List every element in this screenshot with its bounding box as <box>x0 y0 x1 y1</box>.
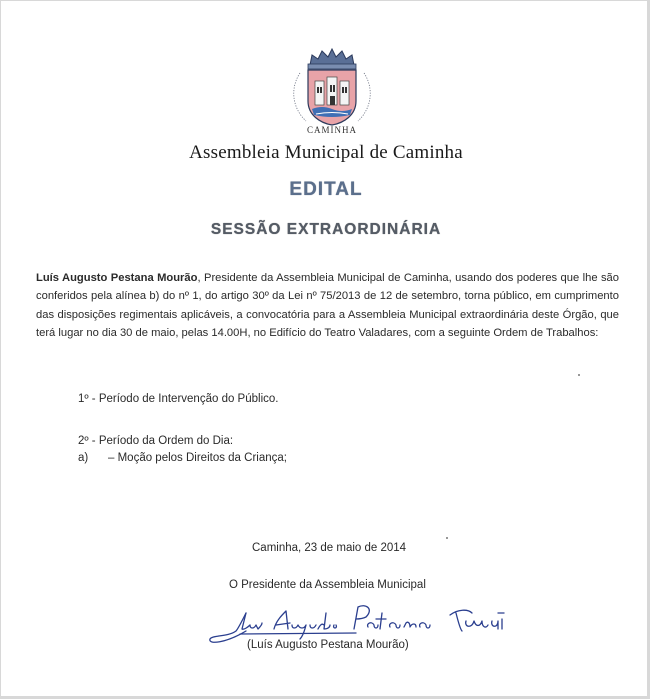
intro-paragraph <box>36 269 619 342</box>
agenda-item-2: 2º - Período da Ordem do Dia: <box>78 435 234 447</box>
signatory-name: (Luís Augusto Pestana Mourão) <box>247 639 409 651</box>
intro-text: , Presidente da Assembleia Municipal de Caminha, usando dos poderes que lhe são conferidos pela alínea b) do nº 1, do artigo 30º da Lei nº 75/2013 de 12 de setembro, torna público, em cumprimento das disposições regimentais aplicáveis, a convocatória para a Assembleia Municipal extraordinária deste Órgão, que terá lugar no dia 30 de maio, pelas 14.00H, no Edifício do Teatro Valadares, com a seguinte Ordem de Trabalhos: <box>36 272 620 339</box>
scan-speck <box>446 537 448 539</box>
crest-motto: CAMINHA <box>306 125 358 135</box>
president-name: Luís Augusto Pestana Mourão <box>36 272 198 284</box>
agenda-item-2a <box>78 452 287 464</box>
agenda-item-2a-marker: a) <box>78 452 89 464</box>
institution-name: Assembleia Municipal de Caminha <box>189 142 463 163</box>
scan-speck <box>578 374 580 376</box>
document-title: EDITAL <box>289 179 363 200</box>
signatory-role: O Presidente da Assembleia Municipal <box>229 579 426 591</box>
agenda-item-2a-text: – Moção pelos Direitos da Criança; <box>108 452 287 464</box>
agenda-item-1: 1º - Período de Intervenção do Público. <box>78 393 279 405</box>
municipal-crest-icon <box>288 43 376 135</box>
dateline: Caminha, 23 de maio de 2014 <box>252 542 407 554</box>
document-subtitle: SESSÃO EXTRAORDINÁRIA <box>210 221 442 238</box>
crown-icon <box>308 49 356 69</box>
